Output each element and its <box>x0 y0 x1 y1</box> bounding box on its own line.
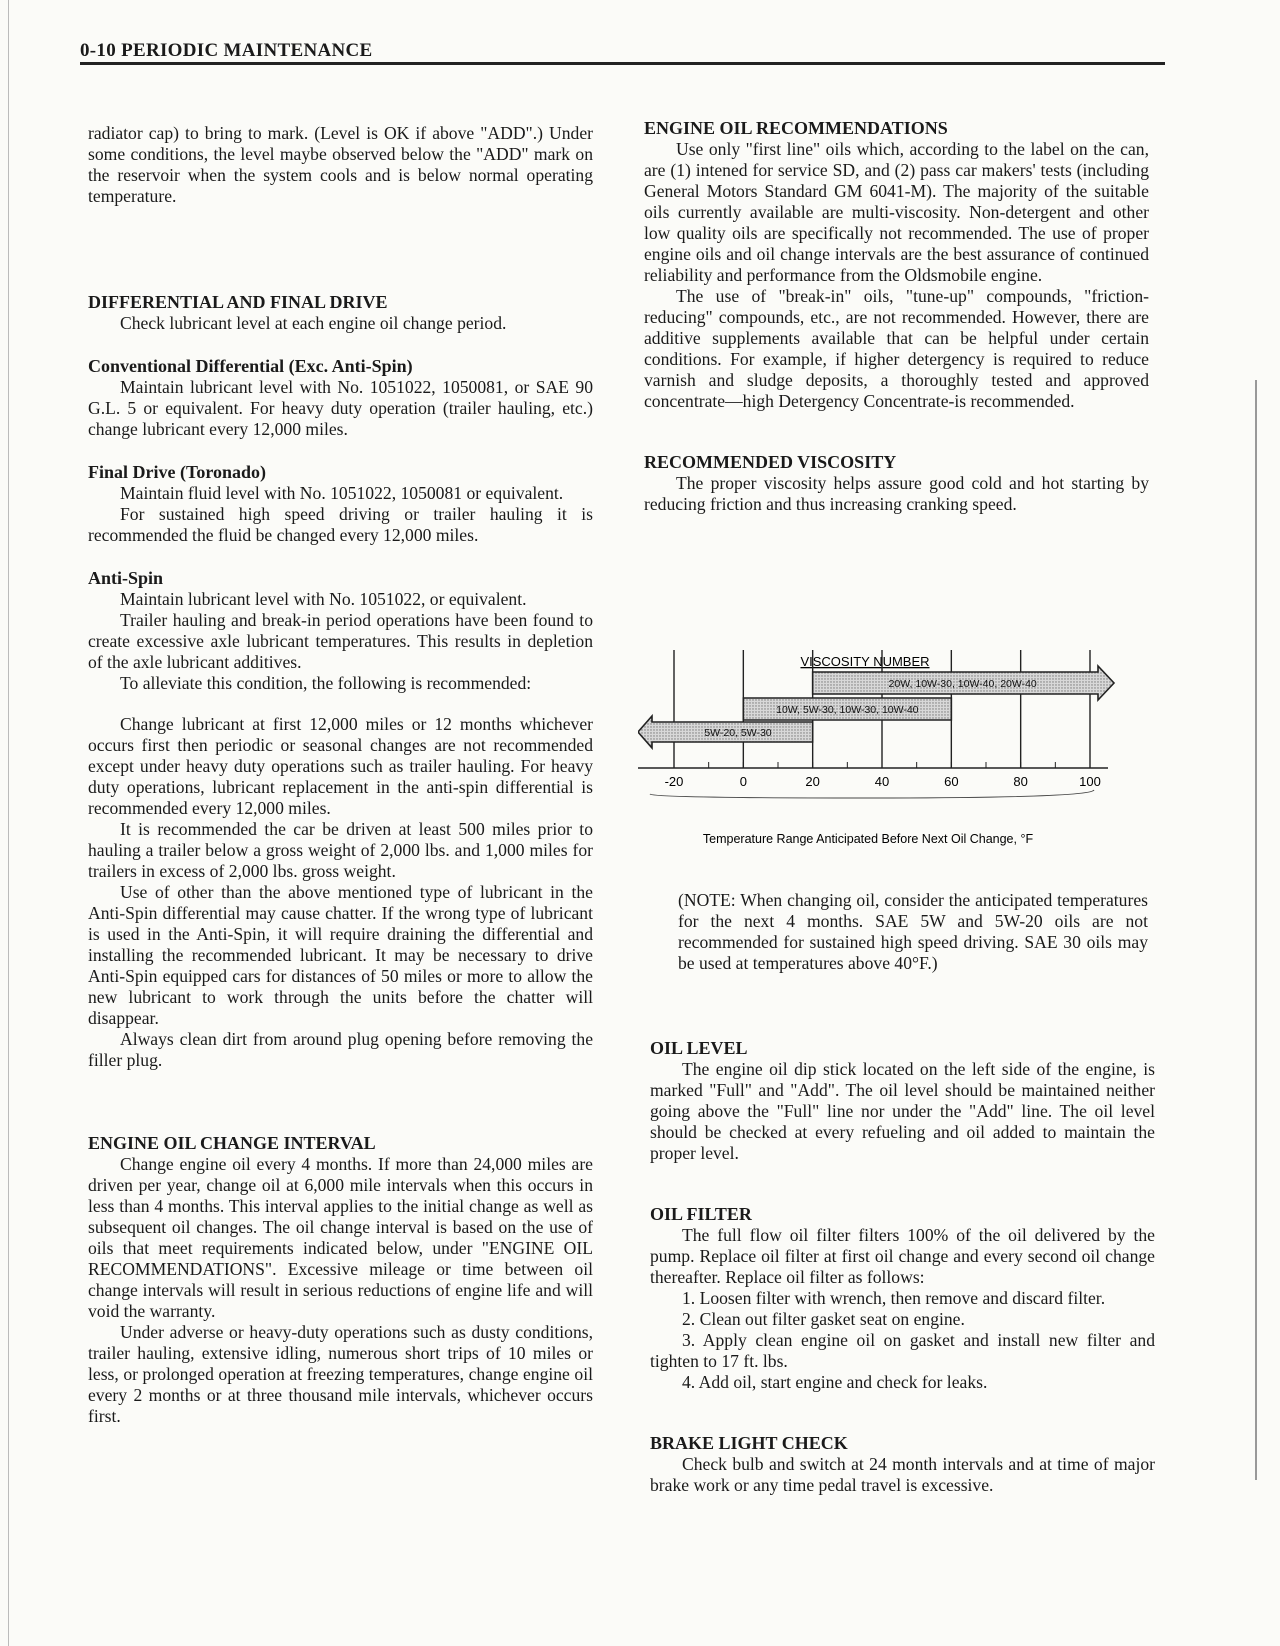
section-heading: OIL FILTER <box>650 1204 752 1224</box>
viscosity-chart <box>638 648 1158 858</box>
list-item: 4. Add oil, start engine and check for leaks. <box>682 1372 988 1392</box>
subsection-heading: Final Drive (Toronado) <box>88 462 267 482</box>
paragraph: Maintain lubricant level with No. 1051022, or equivalent. <box>120 589 527 609</box>
axis-brace <box>650 790 1094 798</box>
filter-steps <box>650 1288 1155 1393</box>
page-edge <box>8 0 9 1646</box>
paragraph: Check bulb and switch at 24 month intervals and at time of major brake work or any time pedal travel is excessive. <box>650 1454 1155 1495</box>
paragraph: Use only "first line" oils which, according to the label on the can, are (1) intened for service SD, and (2) pass car makers' tests (including General Motors Standard GM 6041-M). The majority of the suitable oils currently available are multi-viscosity. Non-detergent and other low quality oils are specifically not recommended. The use of proper engine oils and oil change intervals are the best assurance of continued reliability and performance from the Oldsmobile engine. <box>644 139 1149 285</box>
x-tick-label: 20 <box>805 774 820 789</box>
paragraph: For sustained high speed driving or trailer hauling it is recommended the fluid be changed every 12,000 miles. <box>88 504 593 545</box>
paragraph: Always clean dirt from around plug opening before removing the filler plug. <box>88 1029 593 1070</box>
viscosity-bar-label: 5W-20, 5W-30 <box>704 727 772 739</box>
paragraph: The use of "break-in" oils, "tune-up" compounds, "friction-reducing" compounds, etc., are not recommended. However, there are additive supplements available that can be helpful under certain conditions. For example, if higher detergency is required to reduce varnish and sludge deposits, a thoroughly tested and approved concentrate—high Detergency Concentrate-is recommended. <box>644 286 1149 411</box>
list-item: 3. Apply clean engine oil on gasket and install new filter and tighten to 17 ft. lbs. <box>650 1330 1155 1371</box>
paragraph: Change engine oil every 4 months. If more than 24,000 miles are driven per year, change oil at 6,000 mile intervals when this occurs in less than 4 months. This interval applies to the initial change as well as subsequent oil changes. The oil change interval is based on the use of oils that meet requirements indicated below, under "ENGINE OIL RECOMMENDATIONS". Excessive mileage or time between oil change intervals will result in serious reductions of engine life and will void the warranty. <box>88 1154 593 1321</box>
x-tick-label: -20 <box>664 774 684 789</box>
viscosity-bar-label: 20W, 10W-30, 10W-40, 20W-40 <box>888 678 1037 690</box>
left-column <box>88 123 593 1427</box>
x-tick-label: 0 <box>739 774 747 789</box>
section-heading: ENGINE OIL CHANGE INTERVAL <box>88 1133 376 1153</box>
note-block <box>678 890 1148 974</box>
note-text: (NOTE: When changing oil, consider the anticipated temperatures for the next 4 months. SAE 5W and 5W-20 oils are not recommended for sustained high speed driving. SAE 30 oils may be used at temperatures above 40°F.) <box>678 890 1148 973</box>
list-item: 2. Clean out filter gasket seat on engine. <box>682 1309 965 1329</box>
paragraph: The full flow oil filter filters 100% of the oil delivered by the pump. Replace oil filter at first oil change and every second oil change thereafter. Replace oil filter as follows: <box>650 1225 1155 1287</box>
page-edge <box>1255 380 1257 1480</box>
paragraph: radiator cap) to bring to mark. (Level is OK if above "ADD".) Under some conditions, the level maybe observed below the "ADD" mark on the reservoir when the system cools and is below normal operating temperature. <box>88 123 593 206</box>
section-heading: ENGINE OIL RECOMMENDATIONS <box>644 118 948 138</box>
paragraph: It is recommended the car be driven at least 500 miles prior to hauling a trailer below a gross weight of 2,000 lbs. and 1,000 miles for trailers in excess of 2,000 lbs. gross weight. <box>88 819 593 881</box>
paragraph: The engine oil dip stick located on the left side of the engine, is marked "Full" and "Add". The oil level should be maintained neither going above the "Full" line nor under the "Add" line. The oil level should be checked at every refueling and oil added to maintain the proper level. <box>650 1059 1155 1163</box>
header-rule <box>80 62 1165 65</box>
x-tick-label: 40 <box>874 774 890 789</box>
subsection-heading: Conventional Differential (Exc. Anti-Spin) <box>88 356 413 376</box>
paragraph: Trailer hauling and break-in period operations have been found to create excessive axle lubricant temperatures. This results in depletion of the axle lubricant additives. <box>88 610 593 672</box>
right-column <box>644 118 1149 515</box>
paragraph: The proper viscosity helps assure good cold and hot starting by reducing friction and thus increasing cranking speed. <box>644 473 1149 514</box>
chart-bars <box>638 666 1114 748</box>
paragraph: Change lubricant at first 12,000 miles or 12 months whichever occurs first then periodic or seasonal changes are not recommended except under heavy duty operations such as trailer hauling. For heavy duty operations, lubricant replacement in the anti-spin differential is recommended every 12,000 miles. <box>88 714 593 818</box>
paragraph: Maintain lubricant level with No. 1051022, 1050081, or SAE 90 G.L. 5 or equivalent. For heavy duty operation (trailer hauling, etc.) change lubricant every 12,000 miles. <box>88 377 593 439</box>
paragraph: Check lubricant level at each engine oil change period. <box>120 313 507 333</box>
section-heading: OIL LEVEL <box>650 1038 748 1058</box>
list-item: 1. Loosen filter with wrench, then remove and discard filter. <box>682 1288 1106 1308</box>
x-axis <box>638 762 1108 798</box>
paragraph: Use of other than the above mentioned type of lubricant in the Anti-Spin differential may cause chatter. If the wrong type of lubricant is used in the Anti-Spin, it will require draining the differential and installing the recommended lubricant. It may be necessary to drive Anti-Spin equipped cars for distances of 50 miles or more to allow the new lubricant to work through the units before the chatter will disappear. <box>88 882 593 1028</box>
section-heading: DIFFERENTIAL AND FINAL DRIVE <box>88 292 388 312</box>
section-heading: RECOMMENDED VISCOSITY <box>644 452 897 472</box>
subsection-heading: Anti-Spin <box>88 568 164 588</box>
chart-title: VISCOSITY NUMBER <box>800 654 930 669</box>
page-header: 0-10 PERIODIC MAINTENANCE <box>80 40 373 61</box>
paragraph: Under adverse or heavy-duty operations such as dusty conditions, trailer hauling, extensive idling, numerous short trips of 10 miles or less, or prolonged operation at freezing temperatures, change engine oil every 2 months or at three thousand mile intervals, whichever occurs first. <box>88 1322 593 1426</box>
right-column-lower <box>650 1038 1155 1496</box>
paragraph: To alleviate this condition, the following is recommended: <box>120 673 532 693</box>
x-tick-label: 80 <box>1013 774 1028 789</box>
section-heading: BRAKE LIGHT CHECK <box>650 1433 848 1453</box>
paragraph: Maintain fluid level with No. 1051022, 1050081 or equivalent. <box>120 483 564 503</box>
x-axis-label: Temperature Range Anticipated Before Next Oil Change, °F <box>702 832 1034 846</box>
x-tick-label: 60 <box>944 774 959 789</box>
viscosity-bar-label: 10W, 5W-30, 10W-30, 10W-40 <box>776 704 919 716</box>
x-tick-label: 100 <box>1079 774 1101 789</box>
